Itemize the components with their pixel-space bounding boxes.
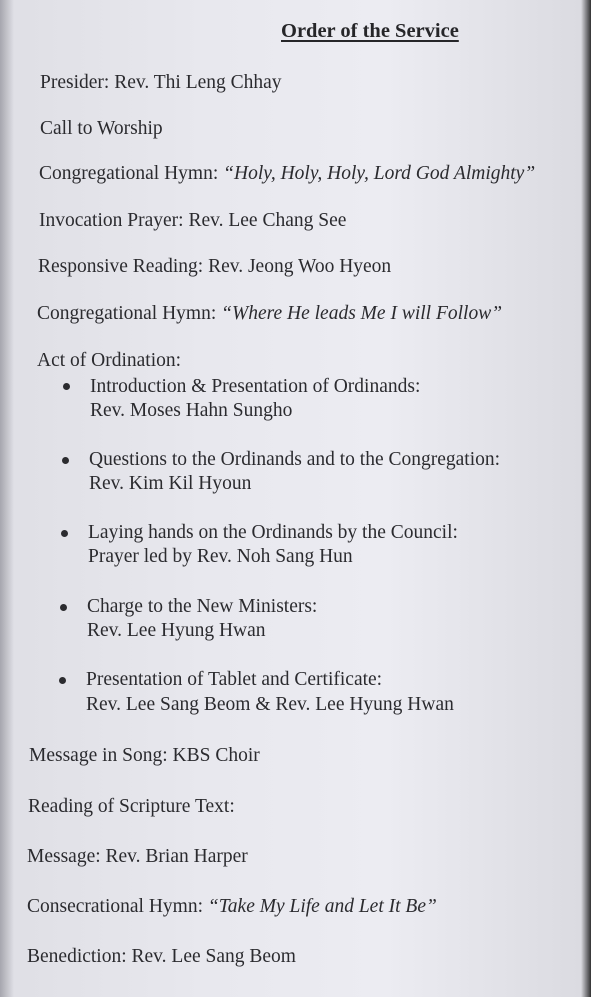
ordination-step-title: Presentation of Tablet and Certificate: xyxy=(86,669,383,690)
ordination-step-title: Questions to the Ordinands and to the Congregation: xyxy=(89,449,501,470)
responsive-reading-line: Responsive Reading: Rev. Jeong Woo Hyeon xyxy=(38,256,392,277)
ordination-step-title: Charge to the New Ministers: xyxy=(87,596,318,617)
page-shadow xyxy=(0,0,14,997)
page-title: Order of the Service xyxy=(281,20,459,42)
ordination-step-officiant: Rev. Lee Hyung Hwan xyxy=(87,620,266,641)
hymn-title: “Where He leads Me I will Follow” xyxy=(221,303,503,324)
bullet-icon xyxy=(61,530,68,537)
hymn-label: Congregational Hymn: xyxy=(37,303,222,324)
ordination-step-title: Introduction & Presentation of Ordinands: xyxy=(90,376,421,397)
scripture-reading-line: Reading of Scripture Text: xyxy=(28,796,235,817)
bullet-icon xyxy=(60,604,67,611)
bullet-icon xyxy=(59,677,66,684)
message-line: Message: Rev. Brian Harper xyxy=(27,846,248,867)
ordination-step-title: Laying hands on the Ordinands by the Council: xyxy=(88,522,458,543)
invocation-line: Invocation Prayer: Rev. Lee Chang See xyxy=(39,210,347,231)
hymn-line-3 xyxy=(27,895,437,919)
hymn-title: “Take My Life and Let It Be” xyxy=(207,896,437,917)
hymn-label: Congregational Hymn: xyxy=(39,163,224,184)
page-edge xyxy=(581,0,591,997)
presider-line: Presider: Rev. Thi Leng Chhay xyxy=(40,72,282,93)
message-in-song-line: Message in Song: KBS Choir xyxy=(29,745,260,766)
ordination-step-officiant: Rev. Kim Kil Hyoun xyxy=(89,473,252,494)
hymn-line-2 xyxy=(37,302,502,326)
hymn-label: Consecrational Hymn: xyxy=(27,896,208,917)
benediction-line: Benediction: Rev. Lee Sang Beom xyxy=(27,946,296,967)
hymn-title: “Holy, Holy, Holy, Lord God Almighty” xyxy=(223,163,536,184)
ordination-step-officiant: Rev. Moses Hahn Sungho xyxy=(90,400,293,421)
hymn-line-1 xyxy=(39,162,535,186)
ordination-step-officiant: Rev. Lee Sang Beom & Rev. Lee Hyung Hwan xyxy=(86,694,454,715)
bullet-icon xyxy=(62,457,69,464)
ordination-step-officiant: Prayer led by Rev. Noh Sang Hun xyxy=(88,546,353,567)
act-of-ordination-heading: Act of Ordination: xyxy=(37,350,182,371)
bullet-icon xyxy=(63,383,70,390)
call-to-worship-line: Call to Worship xyxy=(40,118,163,139)
